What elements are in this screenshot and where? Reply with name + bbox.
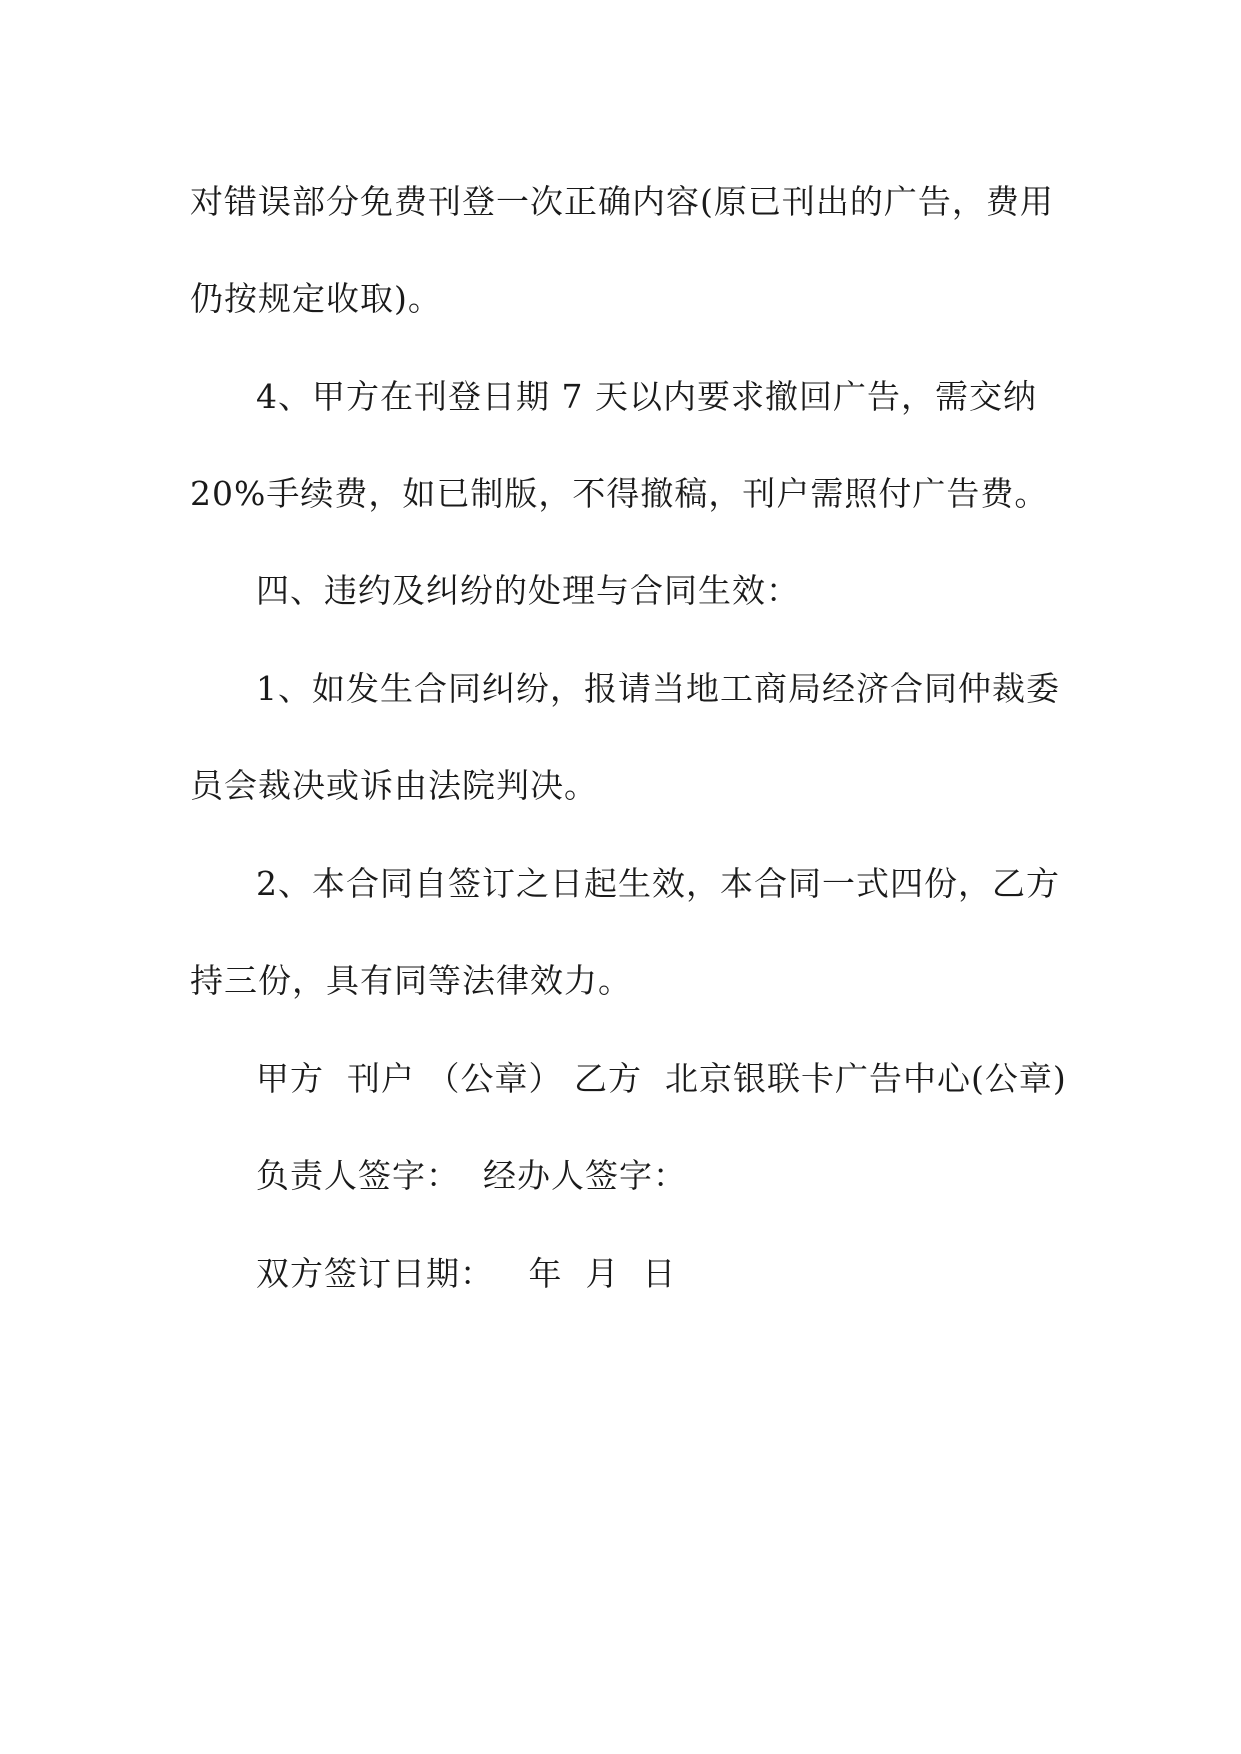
paragraph-line: 员会裁决或诉由法院判决。: [190, 766, 598, 805]
paragraph-line: 仍按规定收取)。: [190, 279, 442, 318]
paragraph-line: 1、如发生合同纠纷，报请当地工商局经济合同仲裁委: [256, 669, 1060, 708]
paragraph-line: 对错误部分免费刊登一次正确内容(原已刊出的广告，费用: [190, 182, 1054, 221]
paragraph-line: 20%手续费，如已制版，不得撤稿，刊户需照付广告费。: [190, 474, 1049, 513]
section-heading: 四、违约及纠纷的处理与合同生效：: [256, 571, 800, 610]
signing-date-line: 双方签订日期： 年 月 日: [256, 1254, 677, 1293]
paragraph-line: 持三份，具有同等法律效力。: [190, 961, 632, 1000]
paragraph-line: 2、本合同自签订之日起生效，本合同一式四份，乙方: [256, 864, 1060, 903]
signature-parties-line: 甲方 刊户 （公章） 乙方 北京银联卡广告中心(公章): [256, 1059, 1067, 1098]
signature-fields-line: 负责人签字： 经办人签字：: [256, 1156, 687, 1195]
paragraph-line: 4、甲方在刊登日期 7 天以内要求撤回广告，需交纳: [256, 377, 1037, 416]
